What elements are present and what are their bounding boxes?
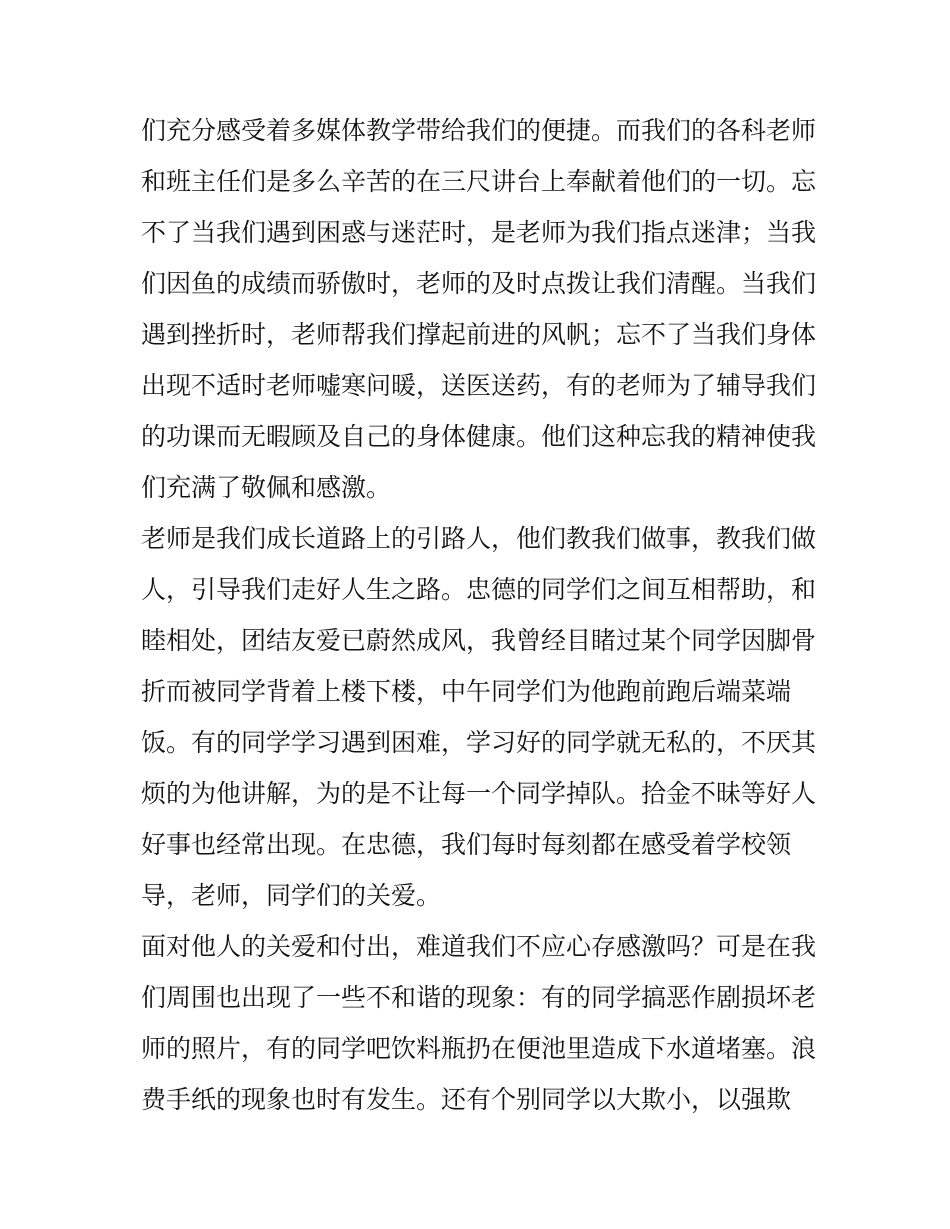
body-text: [141, 105, 821, 1125]
text-line: 折而被同学背着上楼下楼，中午同学们为他跑前跑后端菜端: [141, 677, 792, 706]
text-line: 们充满了敬佩和感激。: [141, 473, 392, 502]
text-line: 饭。有的同学学习遇到困难，学习好的同学就无私的，不厌其: [141, 728, 817, 757]
text-line: 面对他人的关爱和付出，难道我们不应心存感激吗？可是在我: [141, 932, 817, 961]
text-line: 不了当我们遇到困惑与迷茫时，是老师为我们指点迷津；当我: [141, 218, 817, 247]
text-line: 人，引导我们走好人生之路。忠德的同学们之间互相帮助，和: [141, 575, 817, 604]
text-line: 遇到挫折时，老师帮我们撑起前进的风帆；忘不了当我们身体: [141, 320, 817, 349]
text-line: 好事也经常出现。在忠德，我们每时每刻都在感受着学校领: [141, 830, 792, 859]
text-line: 费手纸的现象也时有发生。还有个别同学以大欺小，以强欺: [141, 1085, 792, 1114]
text-line: 导，老师，同学们的关爱。: [141, 881, 442, 910]
text-line: 的功课而无暇顾及自己的身体健康。他们这种忘我的精神使我: [141, 422, 817, 451]
text-line: 和班主任们是多么辛苦的在三尺讲台上奉献着他们的一切。忘: [141, 167, 817, 196]
text-line: 们充分感受着多媒体教学带给我们的便捷。而我们的各科老师: [141, 116, 817, 145]
text-line: 睦相处，团结友爱已蔚然成风，我曾经目睹过某个同学因脚骨: [141, 626, 817, 655]
text-line: 师的照片，有的同学吧饮料瓶扔在便池里造成下水道堵塞。浪: [141, 1034, 817, 1063]
text-line: 们因鱼的成绩而骄傲时，老师的及时点拨让我们清醒。当我们: [141, 269, 817, 298]
text-line: 们周围也出现了一些不和谐的现象：有的同学搞恶作剧损坏老: [141, 983, 817, 1012]
text-line: 出现不适时老师嘘寒问暖，送医送药，有的老师为了辅导我们: [141, 371, 817, 400]
text-line: 烦的为他讲解，为的是不让每一个同学掉队。拾金不昧等好人: [141, 779, 817, 808]
text-line: 老师是我们成长道路上的引路人，他们教我们做事，教我们做: [141, 524, 817, 553]
